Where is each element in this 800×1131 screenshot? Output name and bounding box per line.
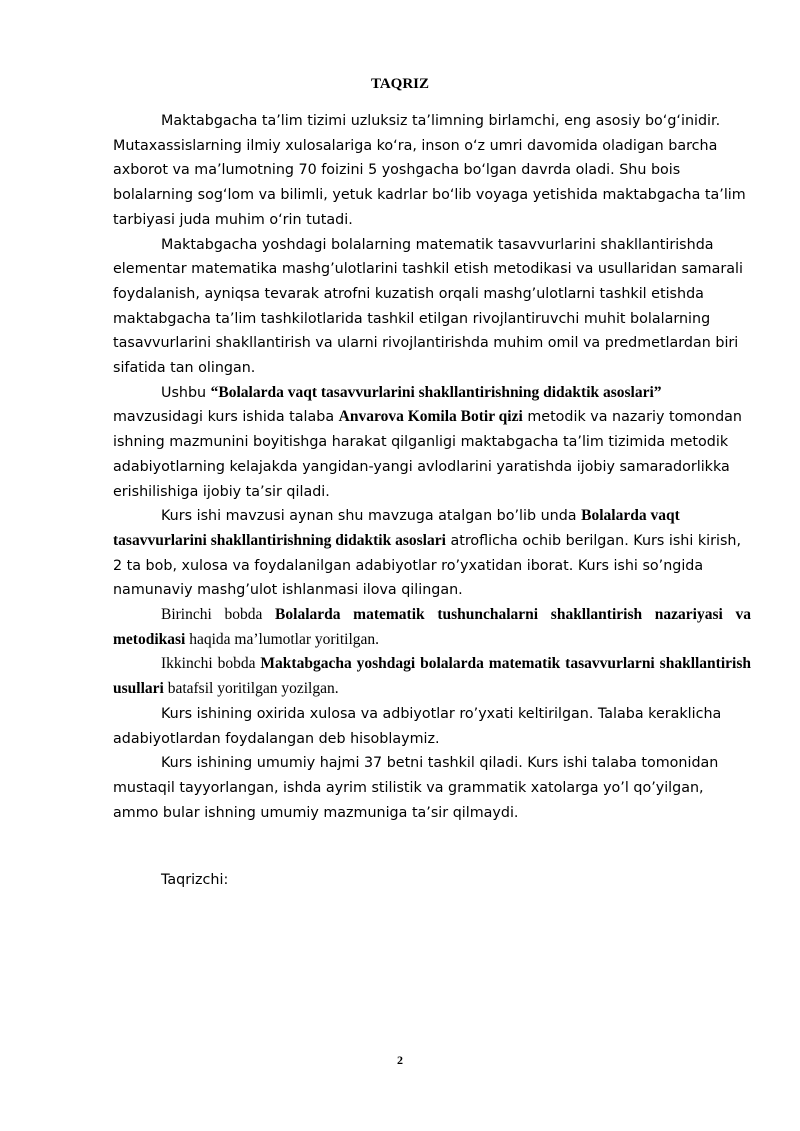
paragraph-3-end: metodik va nazariy tomondan ishning mazmunini boyitishga harakat qilganligi maktabgacha ta’lim tizimida metodik adabiyotlarning kelajakda yangidan-yangi avlodlarini yaratishda ijobiy samaradorlikka erishilishiga ijobiy ta’sir qiladi.	[113, 409, 742, 500]
course-topic-quoted: “Bolalarda vaqt tasavvurlarini shakllantirishning didaktik asoslari”	[210, 383, 662, 401]
document-body	[113, 109, 751, 825]
paragraph-1: Maktabgacha ta’lim tizimi uzluksiz ta’limning birlamchi, eng asosiy bo‘g‘inidir. Mutaxassislarning ilmiy xulosalariga ko‘ra, inson o‘z umri davomida oladigan barcha axborot va ma’lumotning 70 foizini 5 yoshgacha bo‘lgan davrda oladi. Shu bois bolalarning sog‘lom va bilimli, yetuk kadrlar bo‘lib voyaga yetishida maktabgacha ta’lim tarbiyasi juda muhim o‘rin tutadi.	[113, 113, 746, 228]
paragraph-3-intro: Ushbu	[161, 384, 211, 401]
document-title: TAQRIZ	[370, 76, 430, 92]
paragraph-8: Kurs ishining umumiy hajmi 37 betni tashkil qiladi. Kurs ishi talaba tomonidan mustaqil tayyorlangan, ishda ayrim stilistik va grammatik xatolarga yo’l qo’yilgan, ammo bular ishning umumiy mazmuniga ta’sir qilmaydi.	[113, 755, 719, 821]
paragraph-7: Kurs ishining oxirida xulosa va adbiyotlar ro’yxati keltirilgan. Talaba keraklicha adabiyotlardan foydalangan deb hisoblaymiz.	[113, 705, 722, 747]
paragraph-5-intro: Birinchi bobda	[161, 606, 276, 624]
paragraph-5	[113, 603, 751, 652]
course-topic: Bolalarda vaqt tasavvurlarini shakllantirishning didaktik asoslari	[113, 507, 680, 549]
paragraph-6-intro: Ikkinchi bobda	[161, 655, 261, 673]
paragraph-4	[113, 504, 751, 603]
chapter-2-title: Maktabgacha yoshdagi bolalarda matematik tasavvurlarni shakllantirish usullari	[113, 655, 751, 698]
chapter-1-title: Bolalarda matematik tushunchalarni shakllantirish nazariyasi va metodikasi	[113, 606, 751, 648]
page-number: 2	[397, 1053, 403, 1067]
paragraph-3-middle: mavzusidagi kurs ishida talaba	[113, 409, 339, 426]
paragraph-4-end: atroflicha ochib berilgan. Kurs ishi kirish, 2 ta bob, xulosa va foydalanilgan adabiyotlar ro’yxatidan iborat. Kurs ishi so’ngida namunaviy mashg’ulot ishlanmasi ilova qilingan.	[113, 532, 742, 599]
paragraph-6	[113, 652, 751, 701]
student-name: Anvarova Komila Botir qizi	[338, 408, 523, 426]
paragraph-6-end: batafsil yoritilgan yozilgan.	[163, 680, 339, 698]
paragraph-4-intro: Kurs ishi mavzusi aynan shu mavzuga atalgan bo’lib unda	[161, 508, 582, 525]
paragraph-2: Maktabgacha yoshdagi bolalarning matematik tasavvurlarini shakllantirishda elementar matematika mashg’ulotlarini tashkil etish metodikasi va usullaridan samarali foydalanish, ayniqsa tevarak atrofni kuzatish orqali mashg’ulotlarni tashkil etishda maktabgacha ta’lim tashkilotlarida tashkil etilgan rivojlantiruvchi muhit bolalarning tasavvurlarini shakllantirish va ularni rivojlantirishda muhim omil va predmetlardan biri sifatida tan olingan.	[113, 236, 743, 377]
reviewer-label: Taqrizchi:	[161, 872, 229, 888]
paragraph-3	[113, 381, 751, 505]
paragraph-5-end: haqida ma’lumotlar yoritilgan.	[185, 630, 380, 648]
